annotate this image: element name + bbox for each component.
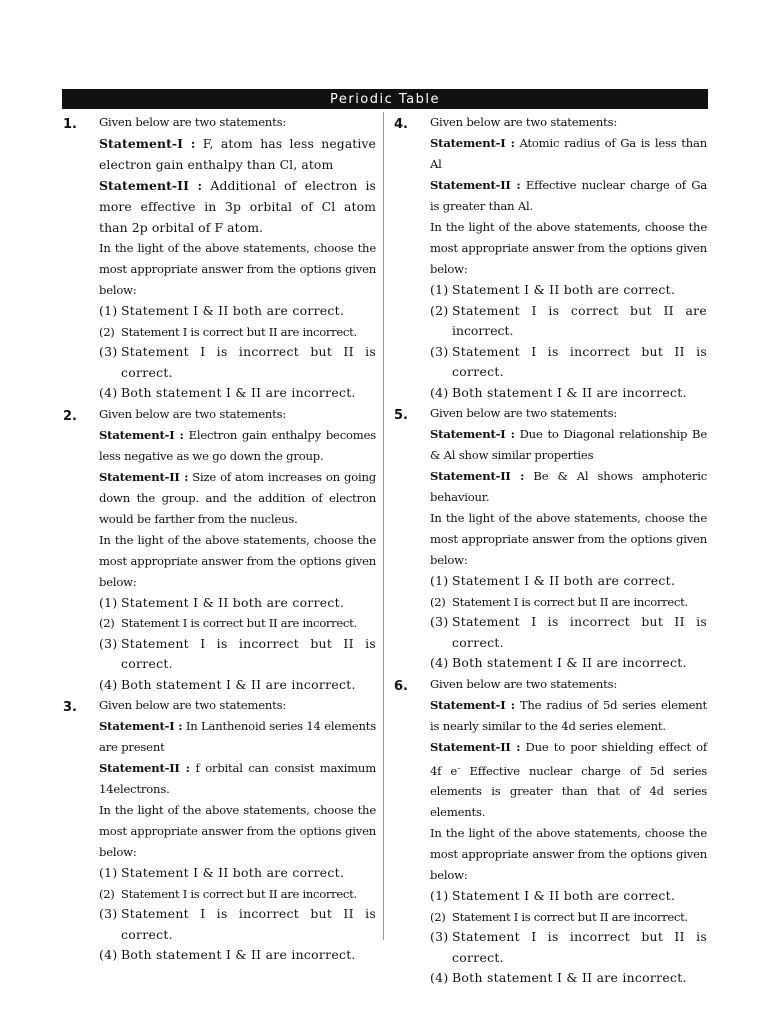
statement-1-label: Statement-I : <box>99 427 184 442</box>
question-intro: Given below are two statements: <box>430 115 618 129</box>
option-text: Statement I is correct but II are incorrect. <box>452 594 688 609</box>
statement-1 <box>99 425 376 467</box>
option-number: (4) <box>99 676 118 692</box>
option-text: Statement I is correct but II are incorrect. <box>121 324 357 339</box>
statement-2-label: Statement-II : <box>99 469 189 484</box>
option-number: (2) <box>99 886 115 901</box>
statement-1-text: Due to Diagonal relationship Be & Al show similar properties <box>430 427 707 462</box>
statement-2-text-a: Due to poor shielding effect of 4f e <box>430 739 707 778</box>
question-number: 6. <box>394 678 408 694</box>
option-text: Both statement I & II are incorrect. <box>452 970 687 986</box>
statement-1 <box>430 424 707 466</box>
option-number: (4) <box>430 655 449 670</box>
statement-1-text: The radius of 5d series element is nearly similar to the 4d series element. <box>430 697 707 733</box>
question-1 <box>58 112 376 404</box>
option-number: (1) <box>99 303 118 318</box>
statement-2-text-b: Effective nuclear charge of 5d series elements is greater than that of 4d series elements. <box>430 763 707 820</box>
option-2[interactable] <box>99 884 376 905</box>
statement-2 <box>99 175 376 238</box>
statement-1-label: Statement-I : <box>430 136 515 150</box>
question-number: 4. <box>394 117 408 132</box>
left-column <box>58 112 376 966</box>
option-number: (3) <box>430 343 449 359</box>
question-3 <box>58 695 376 966</box>
option-number: (3) <box>99 344 118 359</box>
option-text: Statement I is correct but II are incorrect. <box>121 886 357 901</box>
statement-2 <box>430 175 707 217</box>
option-1[interactable] <box>99 593 376 614</box>
option-1[interactable] <box>430 280 707 301</box>
option-text: Statement I is incorrect but II is correct. <box>452 929 707 965</box>
option-3[interactable] <box>430 342 707 383</box>
statement-1 <box>99 133 376 175</box>
option-number: (3) <box>99 635 118 651</box>
statement-1 <box>430 133 707 175</box>
question-prompt: In the light of the above statements, choose the most appropriate answer from the options given below: <box>430 511 707 567</box>
option-number: (4) <box>430 384 449 400</box>
option-4[interactable] <box>430 383 707 404</box>
option-text: Statement I is incorrect but II is correct. <box>452 343 707 379</box>
option-3[interactable] <box>99 904 376 945</box>
question-number: 3. <box>63 700 77 715</box>
column-divider <box>383 112 384 940</box>
statement-2-label: Statement-II : <box>430 469 525 483</box>
option-4[interactable] <box>99 675 376 696</box>
option-number: (4) <box>99 385 118 400</box>
question-prompt: In the light of the above statements, choose the most appropriate answer from the options given below: <box>430 220 707 276</box>
question-4 <box>389 112 707 403</box>
option-text: Statement I is incorrect but II is correct. <box>121 906 376 942</box>
option-text: Statement I is incorrect but II is correct. <box>452 614 707 650</box>
question-intro: Given below are two statements: <box>430 406 618 420</box>
statement-1-text: In Lanthenoid series 14 elements are present <box>99 719 376 754</box>
option-2[interactable] <box>430 592 707 613</box>
statement-2-label: Statement-II : <box>430 739 521 754</box>
question-prompt: In the light of the above statements, choose the most appropriate answer from the options given below: <box>430 826 707 883</box>
statement-1-label: Statement-I : <box>430 427 515 441</box>
question-number: 2. <box>63 408 77 424</box>
option-number: (1) <box>99 865 118 880</box>
option-number: (2) <box>430 302 449 318</box>
option-text: Both statement I & II are incorrect. <box>452 384 687 400</box>
option-number: (4) <box>430 970 449 986</box>
statement-1-text: Electron gain enthalpy becomes less negative as we go down the group. <box>99 427 376 463</box>
question-prompt: In the light of the above statements, choose the most appropriate answer from the options given below: <box>99 532 376 589</box>
statement-1 <box>430 695 707 737</box>
option-3[interactable] <box>99 342 376 383</box>
statement-2-label: Statement-II : <box>430 178 521 192</box>
option-2[interactable] <box>430 907 707 928</box>
question-number: 5. <box>394 408 408 423</box>
option-number: (3) <box>430 614 449 629</box>
statement-2-text: Be & Al shows amphoteric behaviour. <box>430 469 707 504</box>
question-intro: Given below are two statements: <box>430 676 618 691</box>
question-intro: Given below are two statements: <box>99 115 287 129</box>
question-intro: Given below are two statements: <box>99 406 287 421</box>
statement-1-text: Atomic radius of Ga is less than Al <box>430 136 707 171</box>
statement-2 <box>430 737 707 824</box>
statement-2 <box>430 466 707 508</box>
option-text: Statement I is correct but II are incorrect. <box>452 909 688 924</box>
statement-2-text: Size of atom increases on going down the group. and the addition of electron would be farther from the nucleus. <box>99 469 376 526</box>
question-5 <box>389 403 707 674</box>
statement-1-label: Statement-I : <box>430 697 515 712</box>
option-number: (1) <box>99 594 118 610</box>
option-number: (1) <box>430 282 449 297</box>
page-title-bar <box>62 89 708 109</box>
option-4[interactable] <box>430 968 707 989</box>
option-number: (3) <box>99 906 118 921</box>
option-text: Both statement I & II are incorrect. <box>452 655 687 670</box>
option-text: Statement I is incorrect but II is correct. <box>121 344 376 380</box>
option-1[interactable] <box>99 301 376 322</box>
option-number: (2) <box>99 324 115 339</box>
option-2[interactable] <box>99 322 376 343</box>
option-2-continuation: incorrect. <box>452 323 514 338</box>
question-number: 1. <box>63 117 77 132</box>
option-text: Statement I & II both are correct. <box>452 888 676 904</box>
option-4[interactable] <box>99 383 376 404</box>
electron-superscript: – <box>457 763 461 772</box>
option-1[interactable] <box>430 571 707 592</box>
statement-2 <box>99 758 376 800</box>
option-number: (2) <box>430 594 446 609</box>
statement-2-label: Statement-II : <box>99 178 203 193</box>
statement-2-label: Statement-II : <box>99 761 190 775</box>
option-number: (2) <box>99 616 115 630</box>
statement-2-text: Effective nuclear charge of Ga is greater than Al. <box>430 178 707 213</box>
option-text: Statement I & II both are correct. <box>452 573 676 588</box>
option-text: Statement I & II both are correct. <box>121 865 345 880</box>
option-text: Statement I is correct but II are <box>452 302 707 318</box>
option-4[interactable] <box>99 945 376 966</box>
option-text: Both statement I & II are incorrect. <box>121 385 356 400</box>
option-number: (3) <box>430 929 449 945</box>
option-text: Statement I & II both are correct. <box>452 282 676 297</box>
option-3[interactable] <box>430 927 707 968</box>
option-1[interactable] <box>99 863 376 884</box>
statement-2-text: Additional of electron is more effective in 3p orbital of Cl atom than 2p orbital of F atom. <box>99 178 376 235</box>
option-text: Statement I & II both are correct. <box>121 303 345 318</box>
option-number: (2) <box>430 909 446 924</box>
statement-1-label: Statement-I : <box>99 719 183 733</box>
page-title: Periodic Table <box>329 91 441 107</box>
option-text: Statement I & II both are correct. <box>121 594 345 610</box>
option-text: Statement I is incorrect but II is correct. <box>121 635 376 671</box>
option-4[interactable] <box>430 653 707 674</box>
option-2[interactable] <box>430 301 707 322</box>
question-2 <box>58 404 376 696</box>
option-2[interactable] <box>99 613 376 634</box>
option-3[interactable] <box>99 634 376 675</box>
option-text: Both statement I & II are incorrect. <box>121 947 356 962</box>
statement-2-text: f orbital can consist maximum 14electrons. <box>99 761 376 796</box>
right-column <box>389 112 707 989</box>
question-6 <box>389 674 707 989</box>
option-number: (1) <box>430 573 449 588</box>
option-text: Statement I is correct but II are incorrect. <box>121 616 357 630</box>
question-prompt: In the light of the above statements, choose the most appropriate answer from the options given below: <box>99 241 376 297</box>
statement-1 <box>99 716 376 758</box>
option-1[interactable] <box>430 886 707 907</box>
question-prompt: In the light of the above statements, choose the most appropriate answer from the options given below: <box>99 803 376 859</box>
statement-2 <box>99 467 376 530</box>
option-number: (1) <box>430 888 449 904</box>
statement-1-label: Statement-I : <box>99 136 196 151</box>
option-text: Both statement I & II are incorrect. <box>121 676 356 692</box>
option-3[interactable] <box>430 612 707 653</box>
statement-1-text: F, atom has less negative electron gain enthalpy than Cl, atom <box>99 136 376 172</box>
question-intro: Given below are two statements: <box>99 698 287 712</box>
option-number: (4) <box>99 947 118 962</box>
